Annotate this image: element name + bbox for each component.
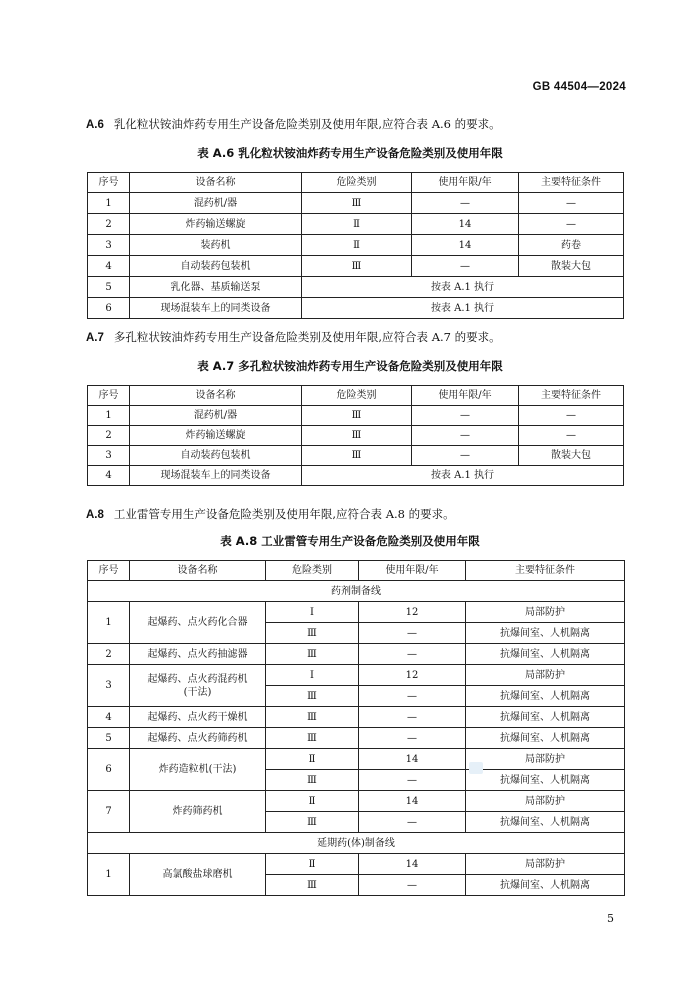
- cell: 2: [88, 426, 130, 446]
- cell: Ⅲ: [302, 193, 412, 214]
- cell: 1: [88, 193, 130, 214]
- cell: 14: [359, 791, 466, 812]
- cell: 自动装药包装机: [130, 256, 302, 277]
- cell: —: [519, 193, 624, 214]
- cell: 抗爆间室、人机隔离: [466, 644, 625, 665]
- table-row: [88, 426, 624, 446]
- cell: Ⅲ: [266, 686, 359, 707]
- clause-text: 乳化粒状铵油炸药专用生产设备危险类别及使用年限,应符合表 A.6 的要求。: [113, 117, 501, 131]
- table-row: [88, 193, 624, 214]
- clause-number: A.8: [86, 509, 104, 521]
- cell: —: [412, 426, 519, 446]
- clause-text: 多孔粒状铵油炸药专用生产设备危险类别及使用年限,应符合表 A.7 的要求。: [113, 330, 501, 344]
- header-cell: 设备名称: [130, 386, 302, 406]
- cell: 5: [88, 277, 130, 298]
- table-row: [88, 298, 624, 319]
- cell: 1: [88, 854, 130, 896]
- cell: Ⅲ: [266, 728, 359, 749]
- table-row: [88, 466, 624, 486]
- cell: 药卷: [519, 235, 624, 256]
- table-a6-caption: 表 A.6 乳化粒状铵油炸药专用生产设备危险类别及使用年限: [197, 146, 503, 160]
- clause-a8: [86, 506, 455, 522]
- page-number: 5: [607, 912, 614, 925]
- clause-number: A.6: [86, 119, 104, 131]
- name-line: 起爆药、点火药混药机: [147, 673, 248, 685]
- cell: —: [412, 446, 519, 466]
- cell: 炸药输送螺旋: [130, 214, 302, 235]
- table-row: [88, 256, 624, 277]
- header-cell: 序号: [88, 386, 130, 406]
- cell: 抗爆间室、人机隔离: [466, 875, 625, 896]
- table-row: [88, 791, 625, 812]
- table-row: [88, 446, 624, 466]
- table-row: [88, 277, 624, 298]
- cell: —: [412, 406, 519, 426]
- table-header-row: [88, 386, 624, 406]
- cell: Ⅲ: [266, 623, 359, 644]
- group-row: [88, 581, 625, 602]
- cell: Ⅲ: [266, 770, 359, 791]
- clause-text: 工业雷管专用生产设备危险类别及使用年限,应符合表 A.8 的要求。: [113, 507, 455, 521]
- cell: 2: [88, 214, 130, 235]
- cell: Ⅱ: [266, 749, 359, 770]
- cell: 5: [88, 728, 130, 749]
- cell: 4: [88, 466, 130, 486]
- cell: 抗爆间室、人机隔离: [466, 623, 625, 644]
- cell: Ⅲ: [266, 812, 359, 833]
- cell: 1: [88, 602, 130, 644]
- header-cell: 危险类别: [302, 386, 412, 406]
- cell: Ⅱ: [302, 214, 412, 235]
- cell: 散装大包: [519, 256, 624, 277]
- cell: 14: [412, 214, 519, 235]
- cell: 局部防护: [466, 791, 625, 812]
- cell: 12: [359, 665, 466, 686]
- cell: 高氯酸盐球磨机: [130, 854, 266, 896]
- table-row: [88, 665, 625, 686]
- cell: 抗爆间室、人机隔离: [466, 728, 625, 749]
- header-cell: 使用年限/年: [412, 386, 519, 406]
- cell: Ⅲ: [266, 644, 359, 665]
- cell: Ⅲ: [266, 875, 359, 896]
- cell: Ⅲ: [302, 426, 412, 446]
- table-row: [88, 728, 625, 749]
- clause-a7: [86, 329, 501, 345]
- cell: 局部防护: [466, 602, 625, 623]
- cell: 14: [359, 854, 466, 875]
- cell: 3: [88, 235, 130, 256]
- header-cell: 序号: [88, 173, 130, 193]
- cell: Ⅲ: [302, 446, 412, 466]
- cell: —: [412, 193, 519, 214]
- cell: —: [519, 406, 624, 426]
- merged-cell: 按表 A.1 执行: [302, 466, 624, 486]
- clause-a6: [86, 116, 501, 132]
- cell: 起爆药、点火药干燥机: [130, 707, 266, 728]
- cell: —: [359, 812, 466, 833]
- cell: 混药机/器: [130, 406, 302, 426]
- cell: 炸药输送螺旋: [130, 426, 302, 446]
- header-cell: 设备名称: [130, 561, 266, 581]
- cell: 装药机: [130, 235, 302, 256]
- table-a8: [87, 560, 625, 896]
- header-cell: 主要特征条件: [519, 173, 624, 193]
- cell: 现场混装车上的同类设备: [130, 298, 302, 319]
- cell: Ⅲ: [302, 256, 412, 277]
- cell: 起爆药、点火药抽滤器: [130, 644, 266, 665]
- table-header-row: [88, 561, 625, 581]
- cell: 现场混装车上的同类设备: [130, 466, 302, 486]
- cell: Ⅰ: [266, 665, 359, 686]
- cell: 6: [88, 298, 130, 319]
- cell: 混药机/器: [130, 193, 302, 214]
- group-label: 延期药(体)制备线: [88, 833, 625, 854]
- cell: 局部防护: [466, 854, 625, 875]
- table-a8-caption: 表 A.8 工业雷管专用生产设备危险类别及使用年限: [220, 534, 480, 548]
- header-cell: 设备名称: [130, 173, 302, 193]
- table-a7: [87, 385, 624, 486]
- cell: 炸药造粒机(干法): [130, 749, 266, 791]
- cell: 2: [88, 644, 130, 665]
- cell: Ⅱ: [266, 791, 359, 812]
- cell: 起爆药、点火药化合器: [130, 602, 266, 644]
- name-line: (干法): [183, 686, 212, 698]
- cell: 4: [88, 256, 130, 277]
- header-cell: 危险类别: [266, 561, 359, 581]
- table-row: [88, 235, 624, 256]
- cell: —: [359, 875, 466, 896]
- table-a6: [87, 172, 624, 319]
- cell: 抗爆间室、人机隔离: [466, 686, 625, 707]
- table-row: [88, 214, 624, 235]
- cell: 抗爆间室、人机隔离: [466, 812, 625, 833]
- header-cell: 使用年限/年: [359, 561, 466, 581]
- cell: 局部防护: [466, 665, 625, 686]
- table-header-row: [88, 173, 624, 193]
- cell: 4: [88, 707, 130, 728]
- cell: 12: [359, 602, 466, 623]
- merged-cell: 按表 A.1 执行: [302, 298, 624, 319]
- cell: 14: [359, 749, 466, 770]
- cell: —: [359, 770, 466, 791]
- cell: 起爆药、点火药筛药机: [130, 728, 266, 749]
- table-row: [88, 644, 625, 665]
- cell: —: [359, 686, 466, 707]
- cell: 抗爆间室、人机隔离: [466, 707, 625, 728]
- table-a7-caption: 表 A.7 多孔粒状铵油炸药专用生产设备危险类别及使用年限: [197, 359, 503, 373]
- cell: —: [359, 623, 466, 644]
- header-cell: 使用年限/年: [412, 173, 519, 193]
- watermark-mark: [469, 762, 483, 774]
- cell: 6: [88, 749, 130, 791]
- table-row: [88, 707, 625, 728]
- header-cell: 危险类别: [302, 173, 412, 193]
- cell: Ⅲ: [302, 406, 412, 426]
- table-row: [88, 854, 625, 875]
- header-cell: 主要特征条件: [466, 561, 625, 581]
- cell: 14: [412, 235, 519, 256]
- cell: —: [519, 426, 624, 446]
- cell: —: [519, 214, 624, 235]
- cell: 1: [88, 406, 130, 426]
- header-cell: 主要特征条件: [519, 386, 624, 406]
- cell: 抗爆间室、人机隔离: [466, 770, 625, 791]
- cell: 乳化器、基质输送泵: [130, 277, 302, 298]
- cell: [130, 665, 266, 707]
- cell: 炸药筛药机: [130, 791, 266, 833]
- cell: —: [359, 707, 466, 728]
- table-row: [88, 602, 625, 623]
- header-cell: 序号: [88, 561, 130, 581]
- table-row: [88, 749, 625, 770]
- standard-code: GB 44504—2024: [532, 81, 626, 93]
- cell: Ⅰ: [266, 602, 359, 623]
- cell: 7: [88, 791, 130, 833]
- cell: Ⅱ: [302, 235, 412, 256]
- table-row: [88, 406, 624, 426]
- cell: 局部防护: [466, 749, 625, 770]
- merged-cell: 按表 A.1 执行: [302, 277, 624, 298]
- cell: —: [359, 728, 466, 749]
- group-label: 药剂制备线: [88, 581, 625, 602]
- cell: 自动装药包装机: [130, 446, 302, 466]
- cell: 散装大包: [519, 446, 624, 466]
- cell: 3: [88, 665, 130, 707]
- group-row: [88, 833, 625, 854]
- cell: 3: [88, 446, 130, 466]
- clause-number: A.7: [86, 332, 104, 344]
- cell: —: [412, 256, 519, 277]
- cell: Ⅱ: [266, 854, 359, 875]
- cell: —: [359, 644, 466, 665]
- cell: Ⅲ: [266, 707, 359, 728]
